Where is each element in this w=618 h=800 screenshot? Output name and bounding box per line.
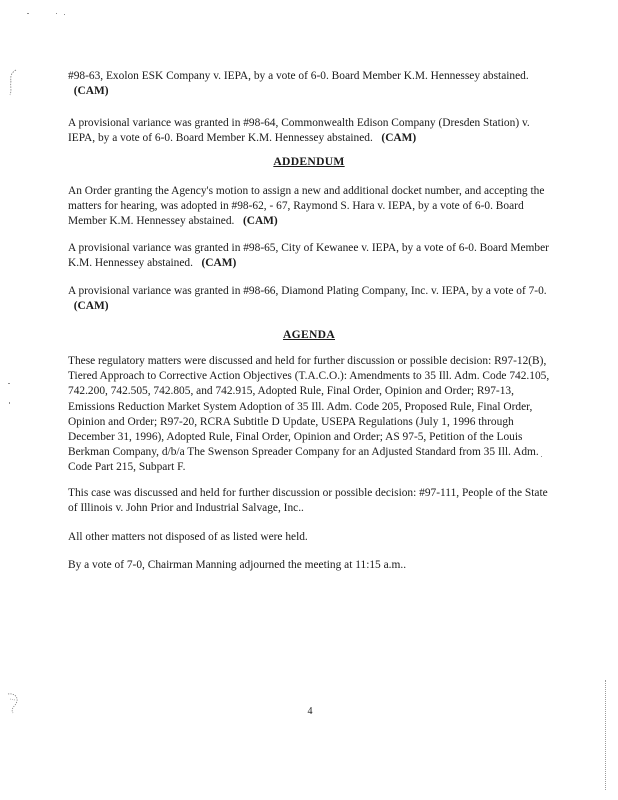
paragraph-text: An Order granting the Agency's motion to assign a new and additional docket number, and accepting the matters for hearing, was adopted in #98-62, - 67, Raymond S. Hara v. IEPA, by a vote of 6-0. Board Member K.M. Hennessey abstained.	[68, 185, 545, 228]
hole-punch-mark-icon	[6, 68, 20, 98]
hole-punch-mark-icon	[4, 690, 24, 718]
paragraph-9	[68, 558, 558, 573]
scan-speck	[9, 402, 10, 404]
paragraph-3	[68, 184, 558, 230]
paragraph-2	[68, 116, 558, 146]
paragraph-8	[68, 530, 558, 545]
paragraph-7	[68, 486, 558, 516]
scan-speck	[8, 383, 10, 384]
addendum-heading: ADDENDUM	[273, 155, 345, 168]
paragraph-text: #98-63, Exolon ESK Company v. IEPA, by a vote of 6-0. Board Member K.M. Hennessey abstained.	[68, 70, 529, 82]
cam-tag: (CAM)	[73, 85, 109, 98]
page-number: 4	[307, 706, 313, 717]
paragraph-text: All other matters not disposed of as listed were held.	[68, 531, 308, 543]
scan-speck	[27, 13, 29, 14]
paragraph-text: By a vote of 7-0, Chairman Manning adjourned the meeting at 11:15 a.m..	[68, 559, 407, 571]
paragraph-4	[68, 241, 558, 271]
paragraph-text: A provisional variance was granted in #98-64, Commonwealth Edison Company (Dresden Station) v. IEPA, by a vote of 6-0. Board Member K.M. Hennessey abstained.	[68, 117, 530, 145]
paragraph-text: A provisional variance was granted in #98-66, Diamond Plating Company, Inc. v. IEPA, by a vote of 7-0.	[68, 285, 547, 297]
scan-speck	[64, 14, 65, 15]
scan-edge-line	[605, 680, 607, 790]
paragraph-1	[68, 69, 558, 99]
paragraph-text: This case was discussed and held for further discussion or possible decision: #97-111, People of the State of Illinois v. John Prior and Industrial Salvage, Inc..	[68, 487, 548, 515]
cam-tag: (CAM)	[381, 132, 417, 145]
cam-tag: (CAM)	[201, 257, 237, 270]
paragraph-text: A provisional variance was granted in #98-65, City of Kewanee v. IEPA, by a vote of 6-0. Board Member K.M. Hennessey abstained.	[68, 242, 549, 270]
cam-tag: (CAM)	[73, 300, 109, 313]
agenda-heading: AGENDA	[282, 328, 336, 341]
scan-speck	[56, 13, 57, 14]
paragraph-text: These regulatory matters were discussed and held for further discussion or possible decision: R97-12(B), Tiered Approach to Corrective Action Objectives (T.A.C.O.): Amendments to 35 Ill. Adm. Code 742.105, 742.200, 742.505, 742.805, and 742.915, Adopted Rule, Final Order, Opinion and Order; R97-13, Emissions Reduction Market System Adoption of 35 Ill. Adm. Code 205, Proposed Rule, Final Order, Opinion and Order; R97-20, RCRA Subtitle D Update, USEPA Regulations (July 1, 1996 through December 31, 1996), Adopted Rule, Final Order, Opinion and Order; AS 97-5, Petition of the Louis Berkman Company, d/b/a The Swenson Spreader Company for an Adjusted Standard from 35 Ill. Adm. Code Part 215, Subpart F.	[68, 355, 550, 474]
paragraph-6	[68, 354, 558, 476]
paragraph-5	[68, 284, 558, 314]
cam-tag: (CAM)	[242, 215, 278, 228]
